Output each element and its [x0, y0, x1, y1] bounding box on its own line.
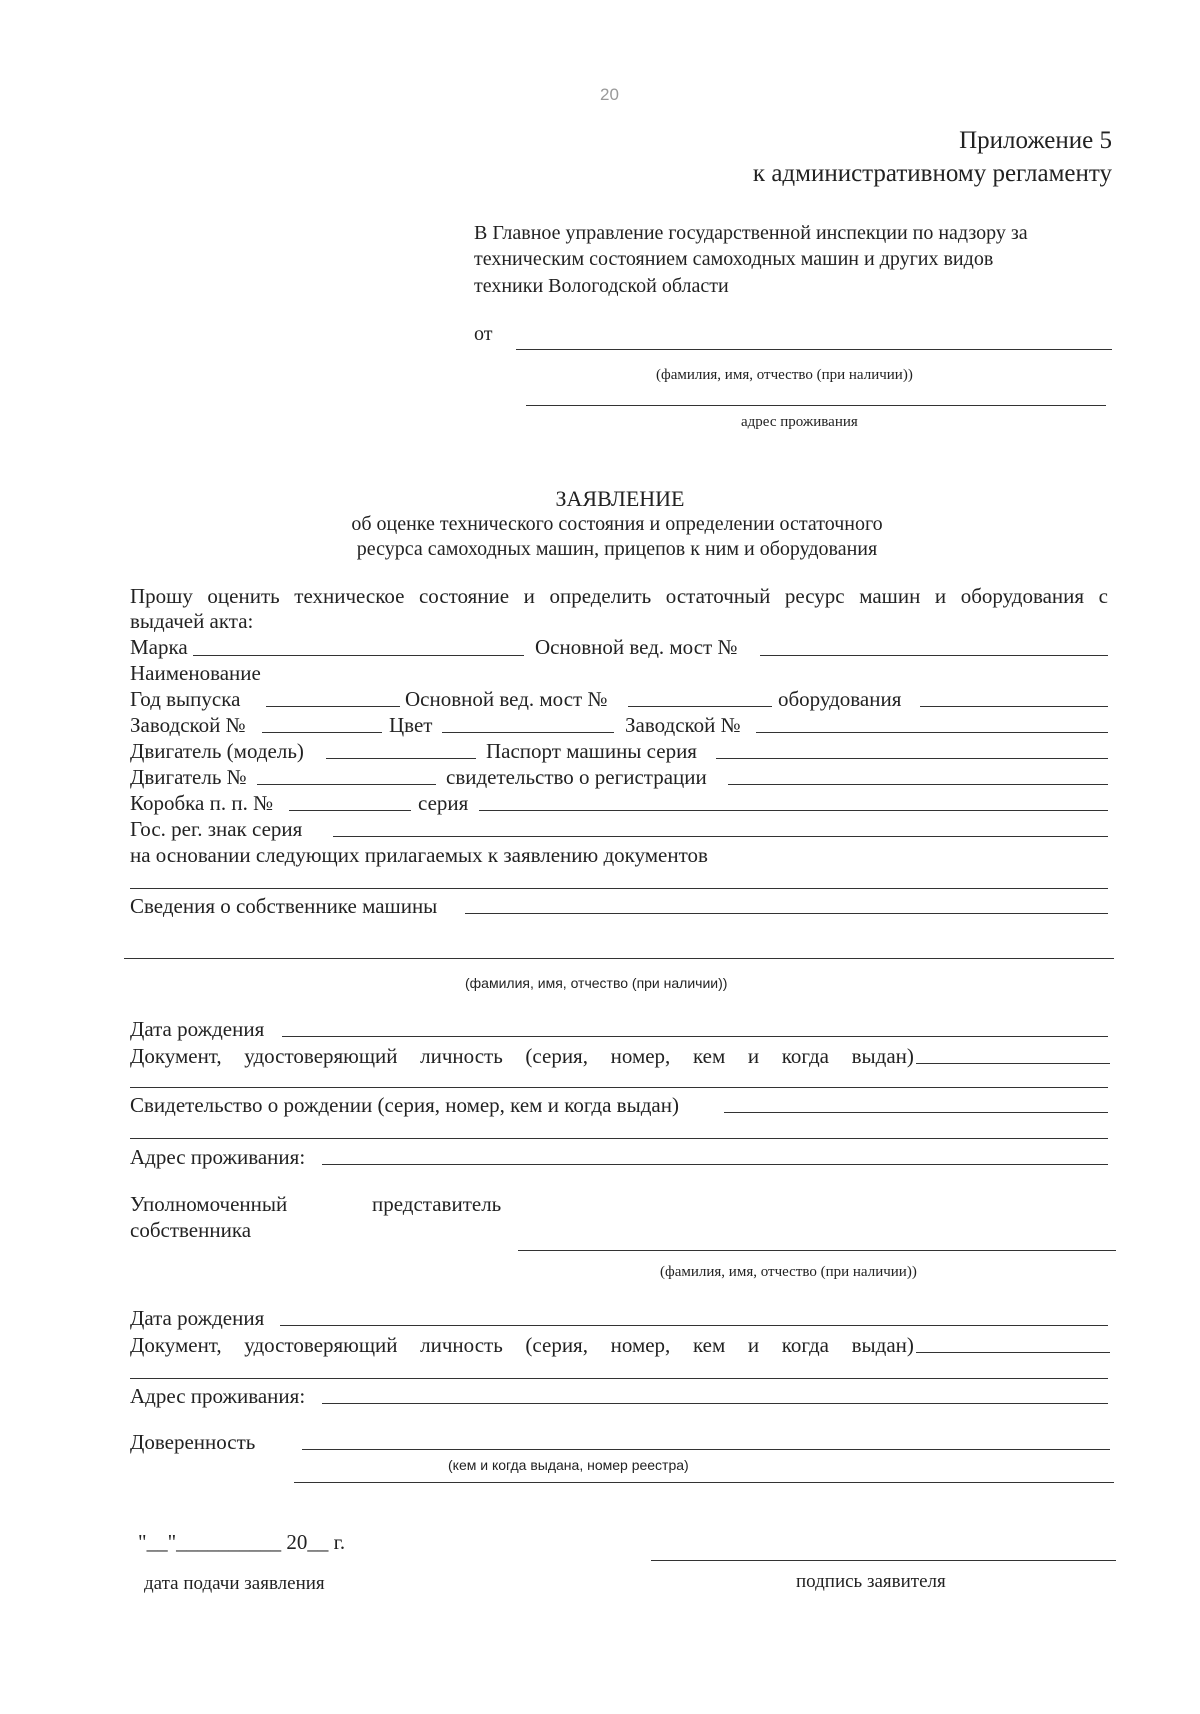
rep-birth-date-line: [280, 1325, 1108, 1326]
series-label: серия: [418, 791, 469, 815]
addressee-line-2: техническим состоянием самоходных машин и других видов: [474, 248, 994, 270]
rep-address-label: Адрес проживания:: [130, 1384, 306, 1408]
id-doc-word: номер,: [610, 1333, 671, 1357]
id-doc-word: и: [747, 1333, 760, 1357]
request-intro-line-1: [130, 584, 1108, 608]
request-intro-line-2: выдачей акта:: [130, 609, 254, 633]
equipment-line: [920, 706, 1108, 707]
power-of-attorney-label: Доверенность: [130, 1430, 256, 1454]
request-word: определить: [549, 584, 652, 608]
appendix-reference: к административному регламенту: [752, 160, 1112, 187]
factory-no-label-2: Заводской №: [625, 713, 741, 737]
equipment-label: оборудования: [778, 687, 902, 711]
power-of-attorney-line: [302, 1449, 1110, 1450]
marka-line: [193, 655, 524, 656]
owner-id-doc-line: [916, 1063, 1110, 1064]
engine-model-line: [326, 758, 476, 759]
color-label: Цвет: [389, 713, 433, 737]
power-of-attorney-line-2: [294, 1482, 1114, 1483]
owner-id-doc-line-2: [130, 1087, 1108, 1088]
year-line: [266, 706, 400, 707]
gearbox-no-line: [289, 810, 411, 811]
id-doc-word: кем: [692, 1333, 726, 1357]
main-axle-label-1: Основной вед. мост №: [535, 635, 738, 659]
owner-address-label: Адрес проживания:: [130, 1145, 306, 1169]
factory-no-label-1: Заводской №: [130, 713, 246, 737]
passport-series-label: Паспорт машины серия: [486, 739, 697, 763]
gearbox-no-label: Коробка п. п. №: [130, 791, 274, 815]
signature-caption: подпись заявителя: [796, 1571, 946, 1592]
representative-label-2: представитель: [372, 1192, 502, 1216]
applicant-address-line: [526, 405, 1106, 406]
id-doc-word: выдан): [851, 1333, 914, 1357]
appendix-number: Приложение 5: [959, 127, 1112, 154]
owner-birth-certificate-label: Свидетельство о рождении (серия, номер, кем и когда выдан): [130, 1093, 679, 1117]
plate-series-label: Гос. рег. знак серия: [130, 817, 303, 841]
rep-id-doc-line-2: [130, 1378, 1108, 1379]
signature-line: [651, 1560, 1116, 1561]
color-line: [442, 732, 614, 733]
power-of-attorney-caption: (кем и когда выдана, номер реестра): [448, 1457, 689, 1473]
owner-info-line: [465, 913, 1108, 914]
main-axle-line-2: [628, 706, 772, 707]
applicant-address-caption: адрес проживания: [741, 414, 858, 430]
document-subtitle-1: об оценке технического состояния и определении остаточного: [351, 513, 883, 535]
document-title: ЗАЯВЛЕНИЕ: [555, 486, 685, 511]
reg-certificate-line: [728, 784, 1108, 785]
request-word: и: [934, 584, 947, 608]
id-doc-word: удостоверяющий: [244, 1044, 398, 1068]
engine-model-label: Двигатель (модель): [130, 739, 304, 763]
rep-id-doc-label: [130, 1333, 914, 1357]
request-word: оценить: [207, 584, 280, 608]
plate-series-line: [333, 836, 1108, 837]
owner-birth-certificate-line-2: [130, 1138, 1108, 1139]
owner-birth-certificate-line: [724, 1112, 1108, 1113]
engine-no-line: [257, 784, 436, 785]
representative-label-1: Уполномоченный: [130, 1192, 288, 1216]
name-label: Наименование: [130, 661, 261, 685]
applicant-name-caption: (фамилия, имя, отчество (при наличии)): [656, 367, 913, 383]
representative-label-3: собственника: [130, 1218, 252, 1242]
rep-address-line: [322, 1403, 1108, 1404]
id-doc-word: выдан): [851, 1044, 914, 1068]
addressee-line-1: В Главное управление государственной инспекции по надзору за: [474, 222, 1028, 244]
owner-birth-date-label: Дата рождения: [130, 1017, 265, 1041]
request-word: техническое: [294, 584, 405, 608]
reg-certificate-label: свидетельство о регистрации: [446, 765, 707, 789]
submission-date: "__"__________ 20__ г.: [138, 1530, 346, 1554]
owner-id-doc-label: [130, 1044, 914, 1068]
request-word: машин: [859, 584, 921, 608]
factory-no-line-1: [262, 732, 382, 733]
series-line: [479, 810, 1108, 811]
id-doc-word: номер,: [610, 1044, 671, 1068]
factory-no-line-2: [756, 732, 1108, 733]
id-doc-word: Документ,: [130, 1044, 222, 1068]
request-word: оборудования: [960, 584, 1085, 608]
from-label: от: [474, 323, 493, 345]
request-word: с: [1098, 584, 1108, 608]
owner-id-doc-row: [130, 1044, 1130, 1068]
request-word: и: [523, 584, 535, 608]
owner-name-caption: (фамилия, имя, отчество (при наличии)): [465, 975, 728, 991]
rep-id-doc-row: [130, 1333, 1130, 1357]
id-doc-word: (серия,: [525, 1333, 588, 1357]
request-word: ресурс: [784, 584, 845, 608]
documents-line: [130, 888, 1108, 889]
main-axle-label-2: Основной вед. мост №: [405, 687, 608, 711]
id-doc-word: личность: [420, 1333, 503, 1357]
representative-name-line: [518, 1250, 1116, 1251]
rep-birth-date-label: Дата рождения: [130, 1306, 265, 1330]
page-number: 20: [600, 85, 619, 104]
rep-id-doc-line: [916, 1352, 1110, 1353]
id-doc-word: когда: [781, 1333, 829, 1357]
applicant-name-line: [516, 349, 1112, 350]
owner-address-line: [322, 1164, 1108, 1165]
id-doc-word: и: [747, 1044, 760, 1068]
marka-label: Марка: [130, 635, 188, 659]
id-doc-word: личность: [420, 1044, 503, 1068]
id-doc-word: кем: [692, 1044, 726, 1068]
owner-name-line: [124, 958, 1114, 959]
request-word: состояние: [418, 584, 510, 608]
engine-no-label: Двигатель №: [130, 765, 247, 789]
document-subtitle-2: ресурса самоходных машин, прицепов к ним и оборудования: [356, 538, 878, 560]
main-axle-line-1: [760, 655, 1108, 656]
owner-birth-date-line: [282, 1036, 1108, 1037]
based-on-label: на основании следующих прилагаемых к заявлению документов: [130, 843, 708, 867]
owner-info-label: Сведения о собственнике машины: [130, 894, 438, 918]
request-word: Прошу: [130, 584, 193, 608]
representative-name-caption: (фамилия, имя, отчество (при наличии)): [660, 1264, 917, 1280]
submission-date-caption: дата подачи заявления: [144, 1573, 325, 1594]
id-doc-word: когда: [781, 1044, 829, 1068]
id-doc-word: удостоверяющий: [244, 1333, 398, 1357]
id-doc-word: (серия,: [525, 1044, 588, 1068]
request-word: остаточный: [665, 584, 771, 608]
id-doc-word: Документ,: [130, 1333, 222, 1357]
year-label: Год выпуска: [130, 687, 241, 711]
passport-series-line: [716, 758, 1108, 759]
addressee-line-3: техники Вологодской области: [474, 275, 729, 297]
